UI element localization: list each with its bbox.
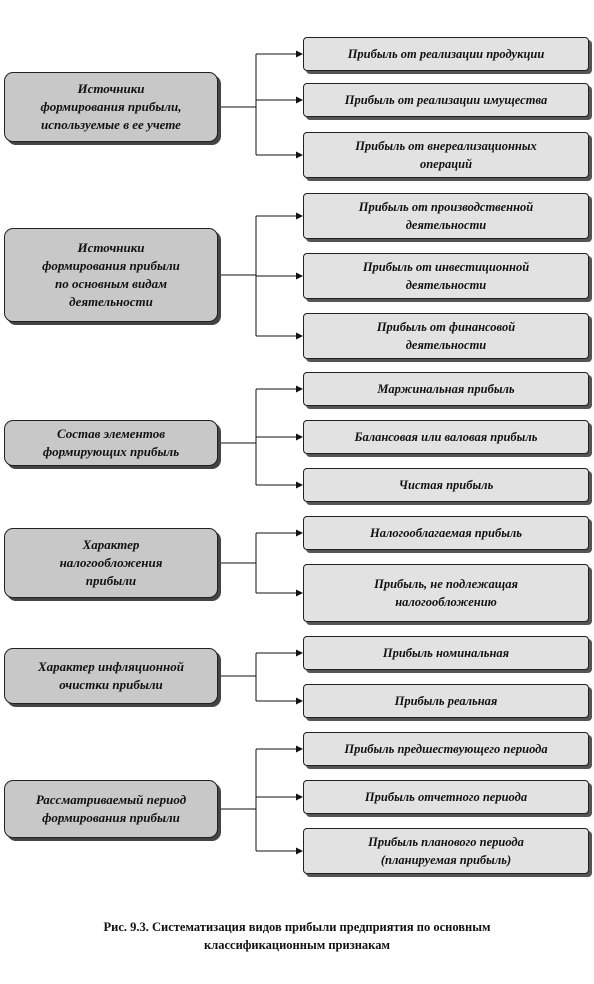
target-box-investment-profit: Прибыль от инвестиционной деятельности [303, 253, 589, 299]
target-box-net-profit: Чистая прибыль [303, 468, 589, 502]
target-box-sales-profit: Прибыль от реализации продукции [303, 37, 589, 71]
target-box-real-profit: Прибыль реальная [303, 684, 589, 718]
target-box-financial-profit: Прибыль от финансовой деятельности [303, 313, 589, 359]
target-box-gross-profit: Балансовая или валовая прибыль [303, 420, 589, 454]
figure-caption: Рис. 9.3. Систематизация видов прибыли предприятия по основным классификационным признакам [103, 920, 491, 952]
target-box-production-profit: Прибыль от производственной деятельности [303, 193, 589, 239]
source-box-inflation: Характер инфляционной очистки прибыли [4, 648, 218, 704]
target-box-nominal-profit: Прибыль номинальная [303, 636, 589, 670]
target-box-planned-period-profit: Прибыль планового периода (планируемая прибыль) [303, 828, 589, 874]
source-box-activity-sources: Источники формирования прибыли по основным видам деятельности [4, 228, 218, 322]
target-box-property-sales-profit: Прибыль от реализации имущества [303, 83, 589, 117]
target-box-nontaxable-profit: Прибыль, не подлежащая налогообложению [303, 564, 589, 622]
target-box-marginal-profit: Маржинальная прибыль [303, 372, 589, 406]
source-box-accounting-sources: Источники формирования прибыли, используемые в ее учете [4, 72, 218, 142]
target-box-taxable-profit: Налогооблагаемая прибыль [303, 516, 589, 550]
source-box-elements-composition: Состав элементов формирующих прибыль [4, 420, 218, 466]
target-box-nonoperating-profit: Прибыль от внереализационных операций [303, 132, 589, 178]
target-box-previous-period-profit: Прибыль предшествующего периода [303, 732, 589, 766]
source-box-taxation: Характер налогообложения прибыли [4, 528, 218, 598]
target-box-reporting-period-profit: Прибыль отчетного периода [303, 780, 589, 814]
source-box-period: Рассматриваемый период формирования прибыли [4, 780, 218, 838]
